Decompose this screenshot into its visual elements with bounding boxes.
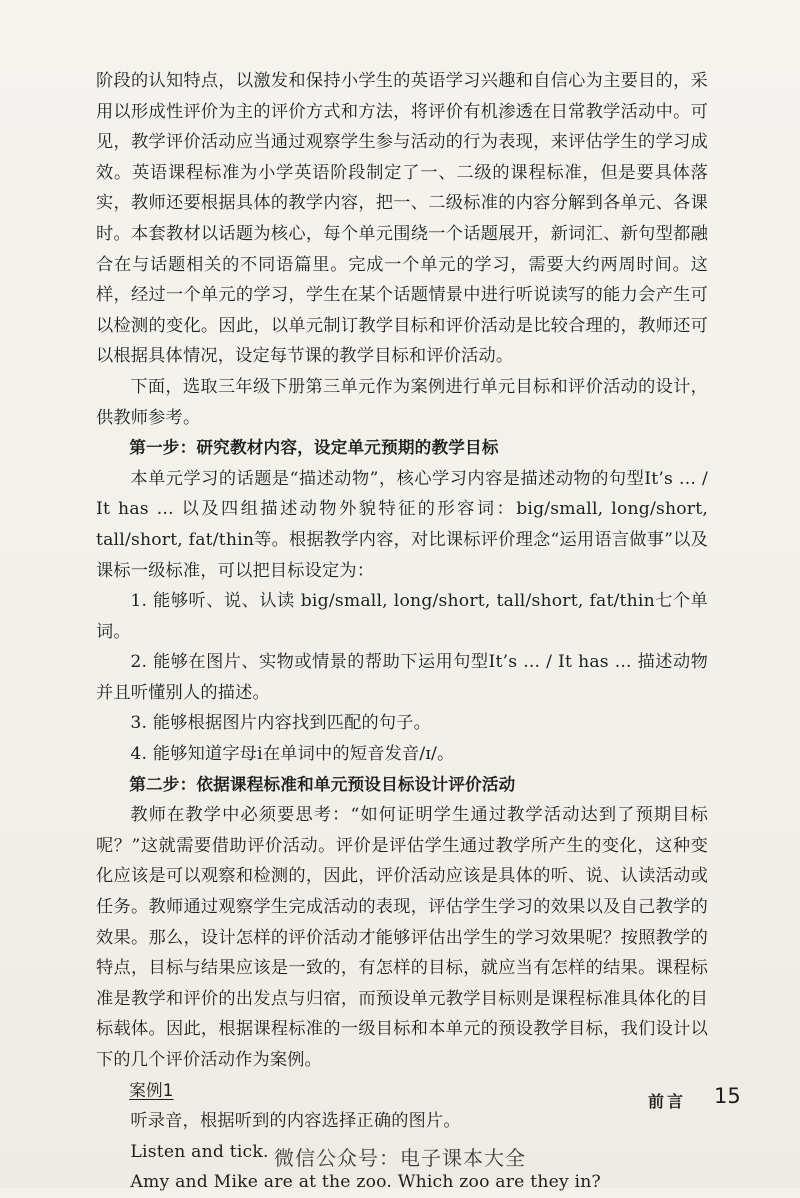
running-footer-section: 前言 (648, 1092, 687, 1111)
page-number: 15 (714, 1084, 741, 1108)
goal-item-4: 4. 能够知道字母i在单词中的短音发音/ɪ/。 (130, 744, 455, 765)
goal-item-2: 2. 能够在图片、实物或情景的帮助下运用句型It’s ... / It has ... 描述动物并且听懂别人的描述。 (96, 652, 708, 703)
goal-item-3: 3. 能够根据图片内容找到匹配的句子。 (130, 713, 432, 734)
case-intro-paragraph: 下面，选取三年级下册第三单元作为案例进行单元目标和评价活动的设计，供教师参考。 (96, 376, 708, 428)
page-body (96, 66, 708, 1198)
step1-heading: 第一步：研究教材内容，设定单元预期的教学目标 (129, 438, 499, 458)
goal-list (96, 586, 708, 770)
step2-paragraph: 教师在教学中必须要思考：“如何证明学生通过教学活动达到了预期目标呢？”这就需要借助评价活动。评价是评估学生通过教学所产生的变化，这种变化应该是可以观察和检测的，因此，评价活动应该是具体的听、说、认读活动或任务。教师通过观察学生完成活动的表现，评估学生学习的效果以及自己教学的效果。那么，设计怎样的评价活动才能够评估出学生的学习效果呢？按照教学的特点，目标与结果应该是一致的，有怎样的目标，就应当有怎样的结果。课程标准是教学和评价的出发点与归宿，而预设单元教学目标则是课程标准具体化的目标载体。因此，根据课程标准的一级目标和本单元的预设教学目标，我们设计以下的几个评价活动作为案例。 (96, 805, 708, 1070)
goal-item-1: 1. 能够听、说、认读 big/small, long/short, tall/short, fat/thin七个单词。 (96, 591, 708, 642)
case1-question: Amy and Mike are at the zoo. Which zoo are they in? (130, 1172, 601, 1193)
watermark-caption: 微信公众号：电子课本大全 (274, 1146, 526, 1170)
intro-paragraph: 阶段的认知特点，以激发和保持小学生的英语学习兴趣和自信心为主要目的，采用以形成性评价为主的评价方式和方法，将评价有机渗透在日常教学活动中。可见，教学评价活动应当通过观察学生参与活动的行为表现，来评估学生的学习成效。英语课程标准为小学英语阶段制定了一、二级的课程标准，但是要具体落实，教师还要根据具体的教学内容，把一、二级标准的内容分解到各单元、各课时。本套教材以话题为核心，每个单元围绕一个话题展开，新词汇、新句型都融合在与话题相关的不同语篇里。完成一个单元的学习，需要大约两周时间。这样，经过一个单元的学习，学生在某个话题情景中进行听说读写的能力会产生可以检测的变化。因此，以单元制订教学目标和评价活动是比较合理的，教师还可以根据具体情况，设定每节课的教学目标和评价活动。 (96, 71, 708, 367)
step1-paragraph: 本单元学习的话题是“描述动物”，核心学习内容是描述动物的句型It’s ... / It has ... 以及四组描述动物外貌特征的形容词：big/small, long/short, tall/short, fat/thin等。根据教学内容，对比课标评价理念“运用语言做事”以及课标一级标准，可以把目标设定为： (96, 468, 708, 581)
case1-instruction-cn: 听录音，根据听到的内容选择正确的图片。 (130, 1111, 461, 1132)
case1-label: 案例1 (129, 1080, 174, 1100)
step2-heading: 第二步：依据课程标准和单元预设目标设计评价活动 (129, 774, 516, 794)
case1-instruction-en: Listen and tick. (130, 1141, 269, 1162)
